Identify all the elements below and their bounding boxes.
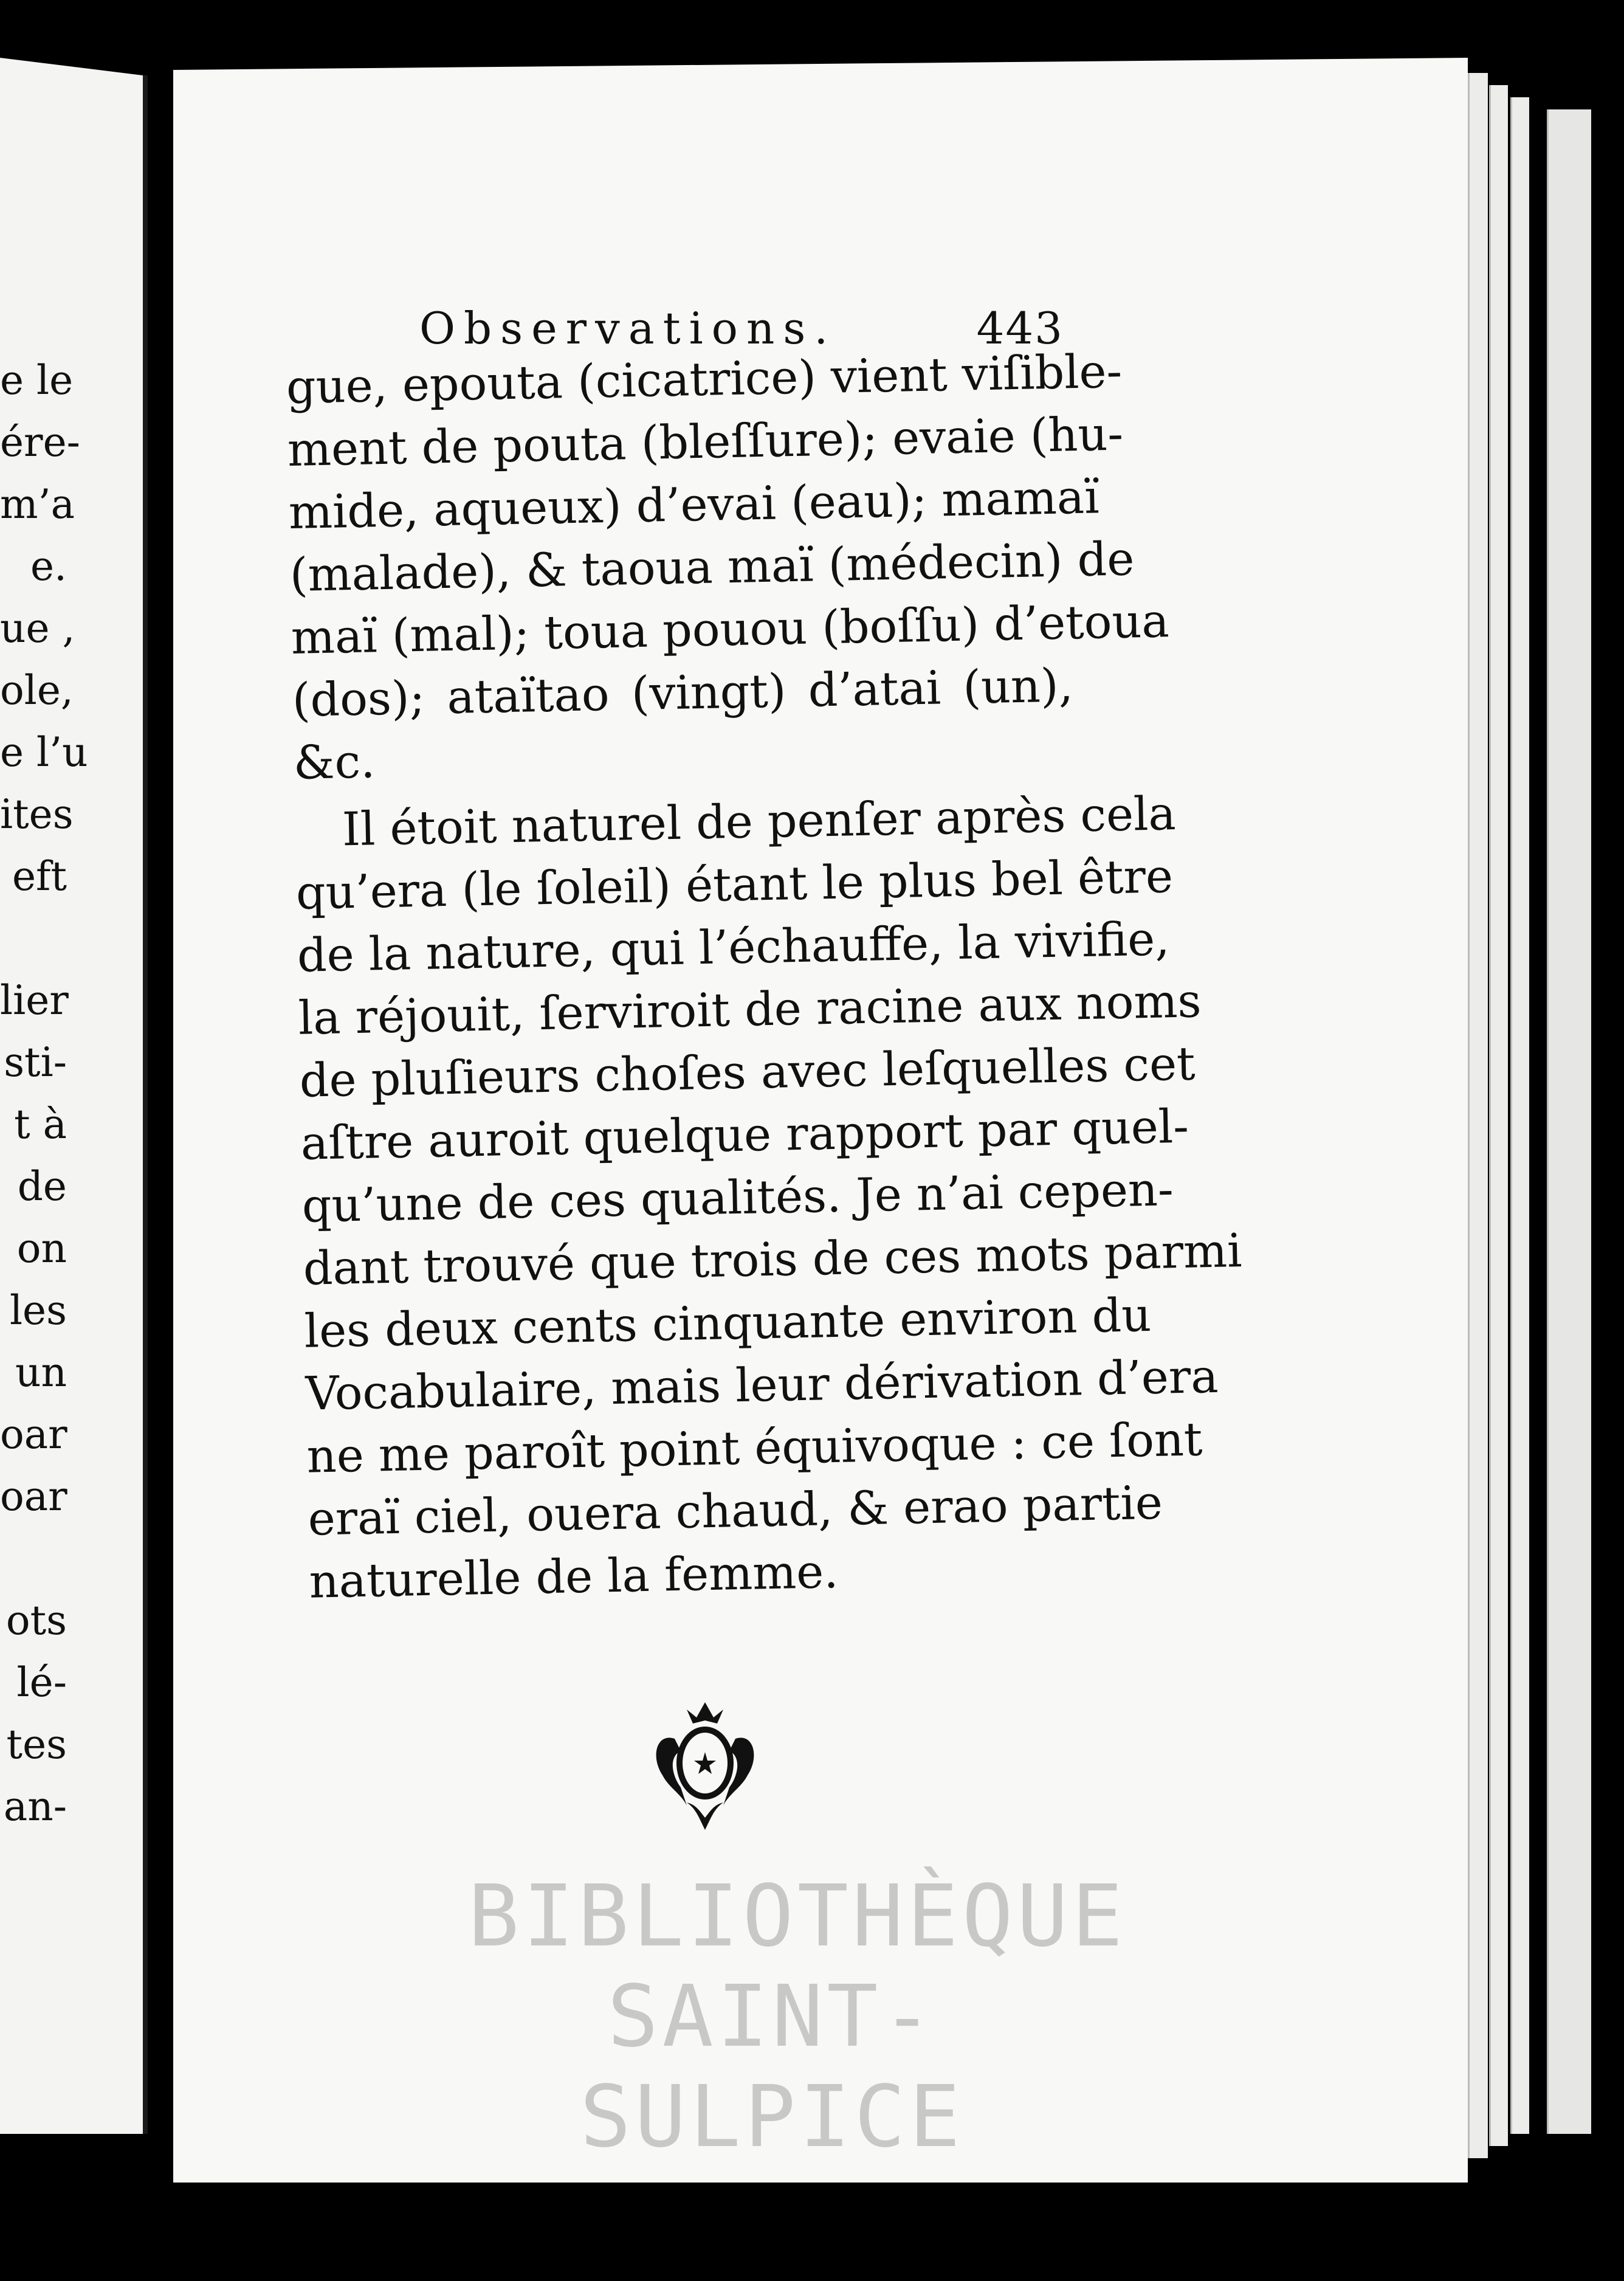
left-fragment: eft [12,853,67,900]
left-page-text [0,350,88,1838]
text-line: de la nature, qui l’échauffe, la vivifie, [297,911,1171,982]
left-fragment: lé- [16,1659,67,1706]
left-fragment: les [9,1287,67,1334]
left-gap [0,908,67,970]
left-fragment: ites [0,791,74,838]
left-fragment: lier [0,977,69,1024]
text-line: naturelle de la femme. [308,1544,839,1609]
text-line: de pluſieurs choſes avec leſquelles cet [299,1036,1196,1108]
text-line: qu’une de ces qualités. Je n’ai cepen- [301,1162,1174,1233]
page-edge [1547,109,1591,2134]
left-fragment: ots [5,1597,67,1644]
text-line: Vocabulaire, mais leur dérivation d’era [304,1348,1219,1421]
left-fragment: un [15,1349,67,1396]
text-line: ment de pouta (bleſſure); evaie (hu- [287,406,1124,477]
left-fragment: e. [30,543,67,590]
text-line: mide, aqueux) d’evai (eau); mamaï [288,469,1100,539]
left-fragment: oar [0,1473,67,1520]
page-number: 443 [976,303,1064,354]
text-line: eraï ciel, ouera chaud, & erao partie [307,1475,1163,1546]
left-fragment: t à [14,1101,67,1148]
text-line: dant trouvé que trois de ces mots parmi [302,1223,1243,1296]
text-line: Il étoit naturel de penſer après cela [342,786,1177,857]
page-edge [1510,97,1529,2134]
text-line: (dos); ataïtao (vingt) d’atai (un), [292,658,1074,727]
text-line: gue, epouta (cicatrice) vient viſible- [286,343,1123,414]
text-line: aſtre auroit quelque rapport par quel- [300,1099,1189,1170]
text-line: ne me paroît point équivoque : ce ſont [306,1412,1203,1483]
left-fragment: ue , [0,605,75,652]
stamp-line: SAINT-SULPICE [579,1967,964,2167]
left-fragment: oar [0,1411,67,1458]
left-fragment: an- [3,1783,67,1830]
text-line: maï (mal); toua pouou (boſſu) d’etoua [291,593,1170,664]
page-edge [1468,73,1488,2158]
text-line: &c. [292,734,376,790]
left-fragment: tes [6,1721,67,1768]
text-line: qu’era (le ſoleil) étant le plus bel être [295,849,1174,920]
fleuron-ornament-icon [638,1696,772,1836]
left-fragment: m’a [0,481,75,528]
left-fragment: ére- [0,419,80,466]
left-fragment: e l’u [0,729,88,776]
running-head-title: Observations. [419,303,837,354]
left-fragment: sti- [4,1039,67,1086]
left-gap [0,1528,67,1590]
text-line: la réjouit, ſerviroit de racine aux noms [298,973,1202,1045]
text-line: les deux cents cinquante environ du [303,1287,1152,1358]
stamp-line: BIBLIOTHÈQUE [468,1867,1127,1966]
text-line: (malade), & taoua maï (médecin) de [289,531,1135,602]
left-fragment: on [16,1225,67,1272]
body-text [286,340,1243,1612]
left-fragment: de [17,1163,67,1210]
page-edge [1489,85,1508,2146]
left-fragment: e le [0,357,74,404]
left-fragment: ole, [0,667,74,714]
library-stamp [468,1866,1127,2167]
